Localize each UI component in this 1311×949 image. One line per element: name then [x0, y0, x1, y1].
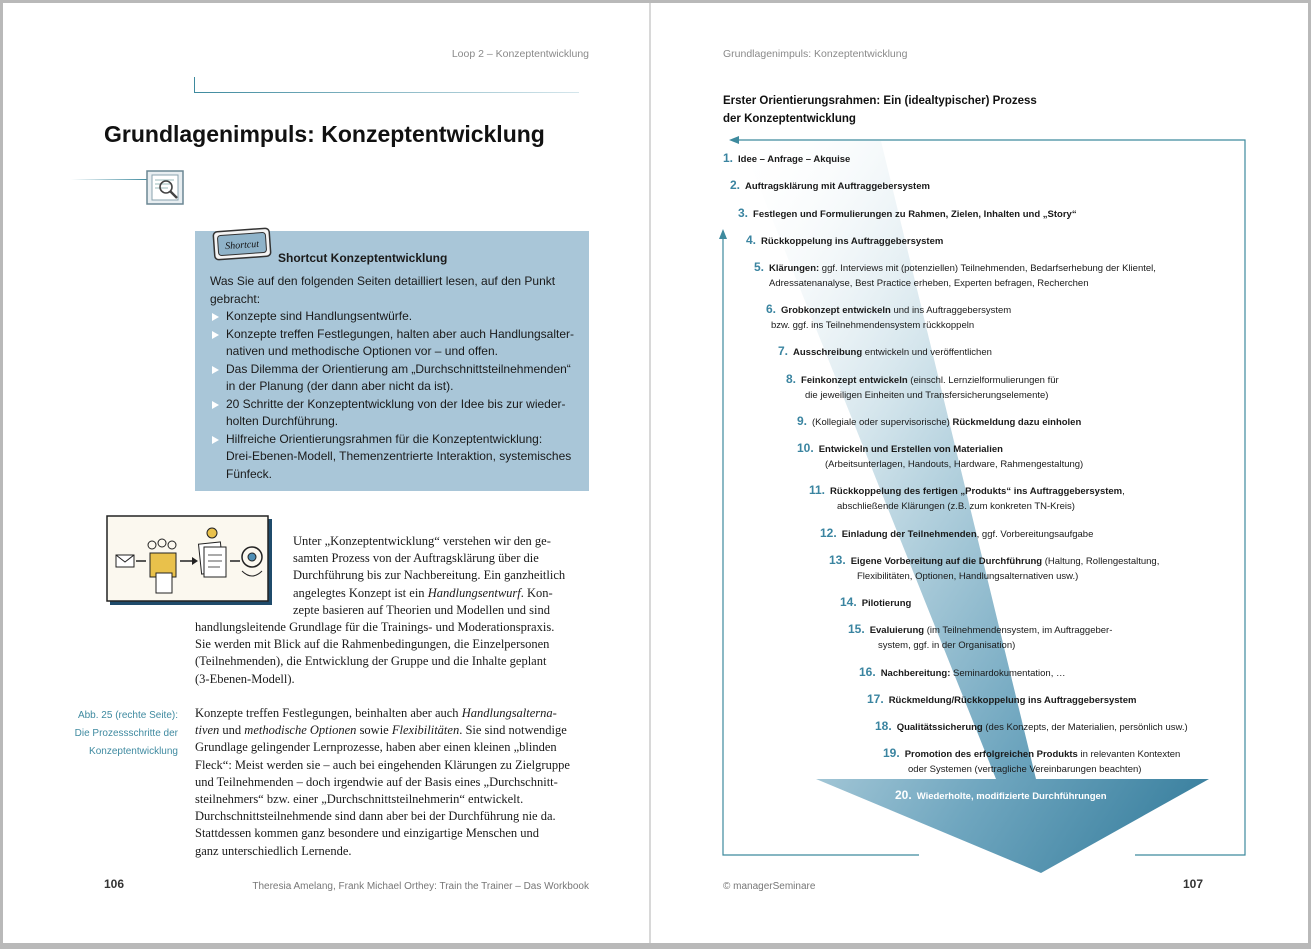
process-step	[875, 719, 1188, 735]
process-step	[797, 414, 1081, 430]
shortcut-tag-icon	[212, 226, 274, 267]
step-text: (im Teilnehmendensystem, im Auftraggeber-	[924, 625, 1113, 636]
bullet-line: Das Dilemma der Orientierung am „Durchschnittsteilnehmenden“	[226, 361, 571, 376]
bullet-line: Konzepte sind Handlungsentwürfe.	[226, 309, 413, 323]
step-title: Pilotierung	[861, 598, 912, 609]
process-step	[730, 178, 930, 194]
text-run: Konzepte treffen Festlegungen, beinhalten aber auch	[195, 706, 462, 720]
step-title: Nachbereitung:	[880, 668, 951, 679]
process-illustration	[106, 515, 274, 612]
magnifier-document-icon	[146, 170, 186, 211]
step-title: Grobkonzept entwickeln	[781, 305, 891, 316]
shortcut-intro	[210, 273, 580, 308]
text-line: (3-Ebenen-Modell).	[195, 671, 295, 686]
text-run-italic: tiven	[195, 723, 220, 738]
step-title: Entwickeln und Erstellen von Materialien	[818, 444, 1003, 455]
step-title: Qualitätssicherung	[896, 722, 983, 733]
shortcut-tag-label: Shortcut	[224, 238, 260, 253]
step-text-line2: abschließende Klärungen (z.B. zum konkreten TN-Kreis)	[837, 501, 1075, 512]
step-title: Klärungen:	[769, 263, 820, 274]
text-run-italic: Handlungsalterna-	[461, 706, 557, 720]
shortcut-bullet-list	[210, 308, 580, 483]
step-title: Rückkoppelung des fertigen „Produkts“ ins Auftraggebersystem	[830, 486, 1123, 497]
step-text-line2: Adressatenanalyse, Best Practice erheben, Experten befragen, Recherchen	[769, 278, 1089, 289]
text-line: Fleck“: Meist werden sie – auch bei eingehenden Klärungen zu Zielgruppe	[195, 757, 570, 772]
step-text: ggf. Interviews mit (potenziellen) Teilnehmenden, Bedarfserhebung der Klientel,	[819, 263, 1156, 274]
text-line: (Teilnehmenden), die Entwicklung der Gruppe und die Inhalte geplant	[195, 654, 547, 669]
step-number: 1.	[723, 151, 734, 165]
triangle-bullet-icon	[212, 313, 219, 321]
step-number: 7.	[778, 344, 789, 358]
step-title: Rückmeldung dazu einholen	[952, 417, 1082, 428]
step-number: 16.	[859, 665, 876, 679]
step-text: in relevanten Kontexten	[1077, 749, 1181, 760]
shortcut-title: Shortcut Konzeptentwicklung	[278, 251, 448, 265]
text-line	[195, 722, 570, 739]
step-number: 12.	[820, 526, 837, 540]
step-text: (Kollegiale oder supervisorische)	[812, 417, 953, 428]
step-number: 10.	[797, 441, 814, 455]
caption-line: Die Prozessschritte der	[74, 728, 178, 739]
step-text: , ggf. Vorbereitungsaufgabe	[976, 529, 1094, 540]
process-step	[778, 344, 992, 360]
step-number: 8.	[786, 372, 797, 386]
step-text: (des Konzepts, der Materialien, persönlich usw.)	[982, 722, 1188, 733]
shortcut-intro-line: Was Sie auf den folgenden Seiten detailliert lesen, auf den Punkt	[210, 274, 556, 288]
step-number: 3.	[738, 206, 749, 220]
figure-title-line: der Konzeptentwicklung	[723, 113, 856, 125]
step-text: (Haltung, Rollengestaltung,	[1042, 556, 1160, 567]
step-title: Feinkonzept entwickeln	[801, 375, 908, 386]
step-number: 15.	[848, 622, 865, 636]
step-title: Rückkoppelung ins Auftraggebersystem	[761, 236, 944, 247]
process-step	[859, 665, 1066, 681]
bullet-line: nativen und methodische Optionen vor – und offen.	[226, 344, 498, 358]
process-step	[797, 441, 1083, 472]
text-line: ganz unterschiedlich Lernende.	[195, 843, 352, 858]
text-line: samten Prozess von der Auftragsklärung über die	[293, 551, 539, 566]
text-line: Durchschnittsteilnehmende sind dann aber bei der Durchführung nie da.	[195, 809, 556, 824]
step-number: 9.	[797, 414, 808, 428]
loop-arrowhead-left-icon	[729, 136, 739, 144]
icon-rule	[71, 179, 149, 180]
shortcut-bullet	[210, 326, 580, 361]
step-number: 19.	[883, 746, 900, 760]
text-line: Sie werden mit Blick auf die Rahmenbedingungen, die Einzelpersonen	[195, 637, 550, 652]
text-run: und	[219, 723, 245, 738]
shortcut-bullet	[210, 431, 580, 484]
step-title: Idee – Anfrage – Akquise	[738, 154, 851, 165]
bullet-line: holten Durchführung.	[226, 414, 339, 428]
text-run: . Sie sind notwendige	[459, 723, 567, 738]
process-step	[754, 260, 1156, 291]
process-step	[840, 595, 911, 611]
step-title: Festlegen und Formulierungen zu Rahmen, Zielen, Inhalten und „Story“	[753, 209, 1077, 220]
caption-line: Abb. 25 (rechte Seite):	[77, 710, 178, 721]
triangle-bullet-icon	[212, 331, 219, 339]
text-line: und Teilnehmenden – doch irgendwie auf der Basis eines „Durchschnitt-	[195, 774, 558, 789]
step-title: Ausschreibung	[793, 347, 863, 358]
process-step	[848, 622, 1112, 653]
text-line	[195, 705, 570, 722]
step-text-line2: bzw. ggf. ins Teilnehmendensystem rückkoppeln	[771, 320, 975, 331]
process-step	[829, 553, 1159, 584]
step-title: Eigene Vorbereitung auf die Durchführung	[850, 556, 1043, 567]
text-run: angelegtes Konzept ist ein	[293, 585, 428, 600]
bullet-line: 20 Schritte der Konzeptentwicklung von der Idee bis zur wieder-	[226, 396, 566, 411]
header-rule	[194, 92, 579, 93]
figure-caption	[53, 707, 178, 761]
step-title: Wiederholte, modifizierte Durchführungen	[916, 791, 1107, 802]
step-text: (einschl. Lernzielformulierungen für	[907, 375, 1059, 386]
process-step	[809, 483, 1125, 514]
step-text-line2: die jeweiligen Einheiten und Transfersicherungselemente)	[805, 390, 1049, 401]
shortcut-bullet	[210, 308, 580, 326]
step-text: Seminardokumentation, …	[950, 668, 1066, 679]
step-number: 11.	[809, 483, 826, 497]
process-step	[895, 788, 1107, 804]
process-step	[786, 372, 1059, 403]
text-line: Unter „Konzeptentwicklung“ verstehen wir den ge-	[293, 534, 551, 548]
step-number: 4.	[746, 233, 757, 247]
text-line: steilnehmers“ bzw. einer „Durchschnittsteilnehmerin“ entwickelt.	[195, 792, 524, 807]
triangle-bullet-icon	[212, 401, 219, 409]
step-number: 6.	[766, 302, 777, 316]
step-text: ,	[1122, 486, 1125, 497]
running-head-right: Grundlagenimpuls: Konzeptentwicklung	[723, 48, 908, 60]
text-run-italic: methodische Optionen	[244, 723, 357, 738]
paragraph-1-top	[293, 533, 565, 619]
step-text: entwickeln und veröffentlichen	[862, 347, 992, 358]
step-text-line2: oder Systemen (vertragliche Vereinbarungen beachten)	[908, 764, 1142, 775]
footer-right: © managerSeminare	[723, 881, 816, 892]
running-head-left: Loop 2 – Konzeptentwicklung	[451, 48, 589, 60]
caption-line: Konzeptentwicklung	[89, 746, 178, 757]
step-text-line2: Flexibilitäten, Optionen, Handlungsalternativen usw.)	[857, 571, 1079, 582]
step-title: Evaluierung	[869, 625, 925, 636]
text-run: sowie	[356, 723, 392, 738]
step-title: Rückmeldung/Rückkoppelung ins Auftraggebersystem	[888, 695, 1137, 706]
step-number: 5.	[754, 260, 765, 274]
process-step	[738, 206, 1077, 222]
figure-title-line: Erster Orientierungsrahmen: Ein (idealtypischer) Prozess	[723, 95, 1037, 107]
triangle-bullet-icon	[212, 436, 219, 444]
page-number-right: 107	[1183, 877, 1204, 891]
step-number: 2.	[730, 178, 741, 192]
process-step	[867, 692, 1136, 708]
triangle-bullet-icon	[212, 366, 219, 374]
left-page	[3, 3, 649, 943]
loop-arrowhead-up-icon	[719, 229, 727, 239]
text-line: handlungsleitende Grundlage für die Trainings- und Moderationspraxis.	[195, 620, 555, 634]
process-step	[820, 526, 1093, 542]
step-title: Promotion des erfolgreichen Produkts	[904, 749, 1078, 760]
process-step	[723, 151, 850, 167]
step-title: Auftragsklärung mit Auftraggebersystem	[745, 181, 930, 192]
step-number: 17.	[867, 692, 884, 706]
bullet-line: Konzepte treffen Festlegungen, halten aber auch Handlungsalter-	[226, 326, 575, 341]
text-run: . Kon-	[520, 585, 553, 600]
right-page	[651, 3, 1308, 943]
process-step	[746, 233, 943, 249]
paragraph-2	[195, 705, 570, 860]
page-number-left: 106	[104, 877, 125, 891]
paragraph-1-bottom	[195, 619, 554, 688]
text-line: Durchführung bis zur Nachbereitung. Ein ganzheitlich	[293, 568, 566, 583]
header-rule-vertical	[194, 77, 195, 93]
bullet-line: Hilfreiche Orientierungsrahmen für die Konzeptentwicklung:	[226, 431, 543, 446]
footer-left: Theresia Amelang, Frank Michael Orthey: Train the Trainer – Das Workbook	[252, 881, 589, 892]
step-title: Einladung der Teilnehmenden	[841, 529, 977, 540]
shortcut-bullet	[210, 361, 580, 396]
shortcut-intro-line: gebracht:	[210, 291, 261, 306]
bullet-line: Fünfeck.	[226, 466, 273, 481]
text-line	[293, 585, 565, 602]
page-title: Grundlagenimpuls: Konzeptentwicklung	[104, 121, 545, 147]
text-line: zepte basieren auf Theorien und Modellen und sind	[293, 602, 550, 617]
text-run-italic: Handlungsentwurf	[427, 585, 521, 600]
text-line: Stattdessen kommen ganz besondere und einzigartige Menschen und	[195, 826, 540, 841]
process-step	[766, 302, 1011, 333]
step-number: 18.	[875, 719, 892, 733]
step-text-line2: (Arbeitsunterlagen, Handouts, Hardware, Rahmengestaltung)	[825, 459, 1084, 470]
bullet-line: Drei-Ebenen-Modell, Themenzentrierte Interaktion, systemisches	[226, 449, 572, 463]
step-text-line2: system, ggf. in der Organisation)	[878, 640, 1016, 651]
step-number: 13.	[829, 553, 846, 567]
step-number: 20.	[895, 788, 912, 802]
step-text: und ins Auftraggebersystem	[890, 305, 1012, 316]
shortcut-bullet	[210, 396, 580, 431]
text-line: Grundlage gelingender Lernprozesse, haben aber einen kleinen „blinden	[195, 740, 557, 755]
bullet-line: in der Planung (der dann aber nicht da ist).	[226, 379, 454, 393]
text-run-italic: Flexibilitäten	[391, 723, 460, 738]
process-step	[883, 746, 1180, 777]
step-number: 14.	[840, 595, 857, 609]
